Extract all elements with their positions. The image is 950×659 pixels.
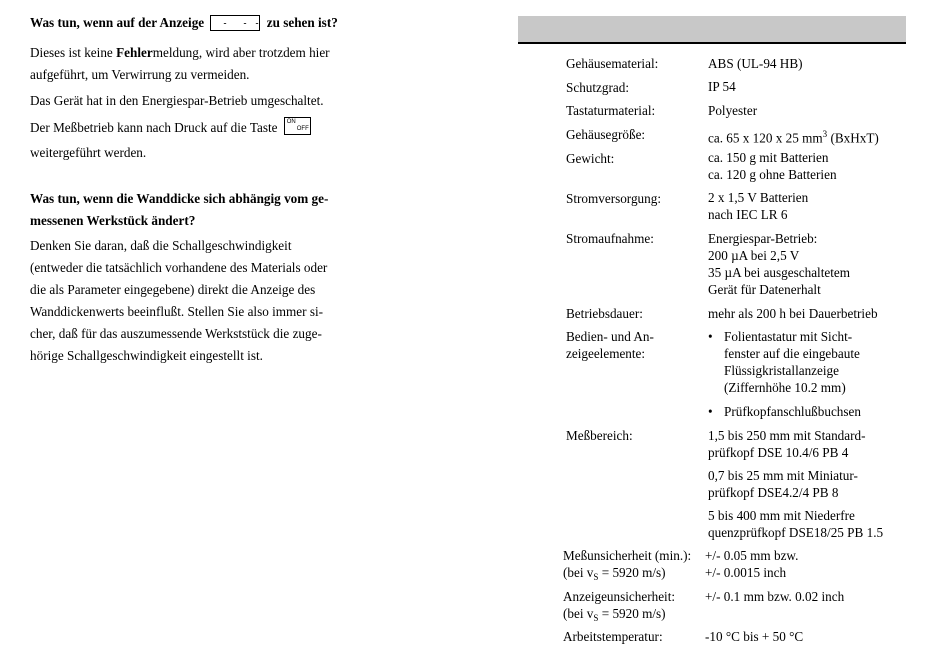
spec-value: prüfkopf DSE4.2/4 PB 8	[708, 485, 839, 500]
spec-value: mehr als 200 h bei Dauerbetrieb	[708, 306, 878, 321]
spec-label: Stromaufnahme:	[566, 231, 654, 246]
spec-value: 1,5 bis 250 mm mit Standard-	[708, 428, 866, 443]
spec-label: Betriebsdauer:	[566, 306, 643, 321]
spec-label: Stromversorgung:	[566, 191, 661, 206]
question-thickness-heading: messenen Werkstück ändert?	[30, 213, 196, 228]
spec-value: 0,7 bis 25 mm mit Miniatur-	[708, 468, 858, 483]
question-thickness-heading: Was tun, wenn die Wanddicke sich abhängig vom ge-	[30, 191, 329, 206]
spec-label: Meßbereich:	[566, 428, 633, 443]
heading-text: Was tun, wenn auf der Anzeige	[30, 15, 205, 30]
paragraph-line: Das Gerät hat in den Energiespar-Betrieb umgeschaltet.	[30, 93, 324, 108]
spec-value: Prüfkopfanschlußbuchsen	[724, 404, 861, 419]
spec-value: fenster auf die eingebaute	[724, 346, 860, 361]
paragraph-line: Wanddickenwerts beeinflußt. Stellen Sie also immer si-	[30, 304, 324, 319]
spec-value: (Ziffernhöhe 10.2 mm)	[724, 380, 846, 395]
paragraph-line: (entweder die tatsächlich vorhandene des Materials oder	[30, 260, 328, 275]
spec-label: Arbeitstemperatur:	[563, 629, 663, 644]
spec-value: 35 µA bei ausgeschaltetem	[708, 265, 850, 280]
spec-value: +/- 0.1 mm bzw. 0.02 inch	[705, 589, 845, 604]
spec-value: Folientastatur mit Sicht-	[724, 329, 853, 344]
spec-label: Meßunsicherheit (min.):	[563, 548, 692, 563]
spec-label: Anzeigeunsicherheit:	[563, 589, 676, 604]
paragraph-line: Der Meßbetrieb kann nach Druck auf die Taste ON OFF	[30, 119, 309, 135]
spec-label: Gehäusematerial:	[566, 56, 659, 71]
paragraph-line: aufgeführt, um Verwirrung zu vermeiden.	[30, 67, 250, 82]
on-off-key-icon: ON OFF	[284, 117, 311, 135]
spec-value: ca. 65 x 120 x 25 $mm^3$ (BxHxT)	[708, 129, 879, 146]
spec-value: ca. 150 g mit Batterien	[708, 150, 829, 165]
spec-label: (bei $v_S = 5920$ m/s)	[563, 606, 666, 623]
spec-table-header-bar	[518, 16, 906, 44]
spec-label: Tastaturmaterial:	[566, 103, 656, 118]
spec-value: +/- 0.0015 inch	[705, 565, 787, 580]
spec-value: IP 54	[708, 79, 736, 94]
spec-value: prüfkopf DSE 10.4/6 PB 4	[708, 445, 849, 460]
paragraph-line: weitergeführt werden.	[30, 145, 147, 160]
spec-value: ABS (UL-94 HB)	[708, 56, 803, 71]
heading-text: zu sehen ist?	[266, 15, 338, 30]
display-segment: -	[255, 18, 259, 28]
paragraph-line: cher, daß für das auszumessende Werkststück die zuge-	[30, 326, 322, 341]
spec-value: 200 µA bei 2,5 V	[708, 248, 800, 263]
bullet-icon: •	[708, 329, 713, 344]
paragraph-line: die als Parameter eingegebene) direkt die Anzeige des	[30, 282, 316, 297]
spec-value: +/- 0.05 mm bzw.	[705, 548, 799, 563]
spec-label: Gewicht:	[566, 151, 615, 166]
spec-value: -10 °C bis + 50 °C	[705, 629, 804, 644]
spec-value: 2 x 1,5 V Batterien	[708, 190, 809, 205]
display-segment: -	[223, 18, 227, 28]
spec-value: quenzprüfkopf DSE18/25 PB 1.5	[708, 525, 884, 540]
lcd-display-icon	[210, 15, 260, 31]
spec-label: Schutzgrad:	[566, 80, 629, 95]
spec-value: Polyester	[708, 103, 758, 118]
spec-value: Energiespar-Betrieb:	[708, 231, 818, 246]
spec-value: 5 bis 400 mm mit Niederfre	[708, 508, 855, 523]
paragraph-line: hörige Schallgeschwindigkeit eingestellt ist.	[30, 348, 263, 363]
spec-value: ca. 120 g ohne Batterien	[708, 167, 837, 182]
question-display-heading	[30, 14, 338, 32]
spec-label: Bedien- und An-	[566, 329, 654, 344]
spec-value: nach IEC LR 6	[708, 207, 788, 222]
spec-label: zeigeelemente:	[566, 346, 646, 361]
paragraph-line: Dieses ist keine Fehlermeldung, wird aber trotzdem hier	[30, 45, 330, 60]
spec-value: Gerät für Datenerhalt	[708, 282, 821, 297]
spec-label: Gehäusegröße:	[566, 127, 646, 142]
paragraph-line: Denken Sie daran, daß die Schallgeschwindigkeit	[30, 238, 292, 253]
bullet-icon: •	[708, 404, 713, 419]
display-segment: -	[243, 18, 247, 28]
spec-label: (bei $v_S = 5920$ m/s)	[563, 565, 666, 582]
spec-value: Flüssigkristallanzeige	[724, 363, 840, 378]
